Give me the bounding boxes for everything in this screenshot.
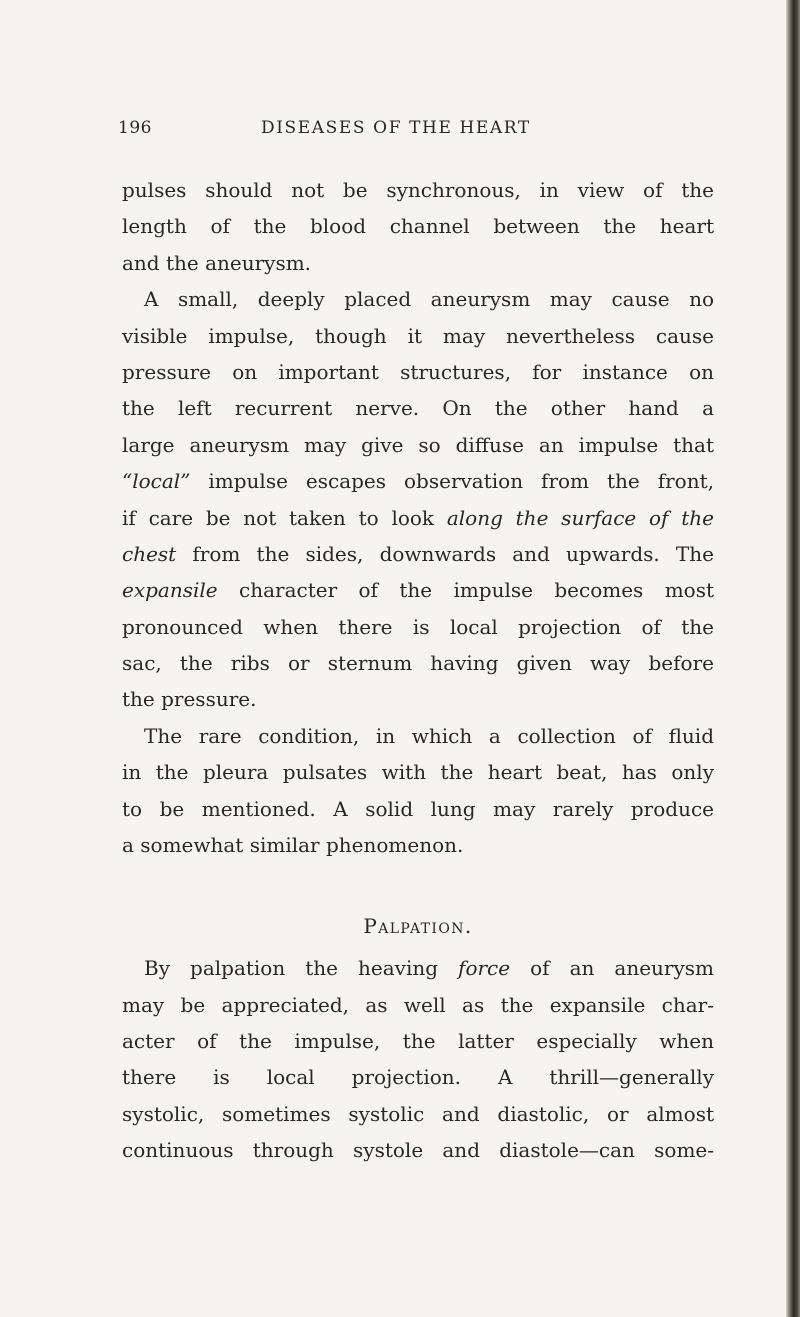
text-fragment: if care be not taken to look	[122, 505, 447, 530]
paragraph-1	[122, 172, 714, 281]
paragraph-4	[122, 950, 714, 1168]
text-line: pronounced when there is local projection of the	[122, 614, 714, 639]
text-line	[122, 500, 714, 536]
text-line: large aneurysm may give so diffuse an impulse that	[122, 432, 714, 457]
text-line: and the aneurysm.	[122, 250, 312, 275]
page-number: 196	[118, 118, 152, 138]
paragraph-2	[122, 281, 714, 718]
text-line: the left recurrent nerve. On the other hand a	[122, 396, 714, 421]
text-line: A small, deeply placed aneurysm may cause no	[144, 287, 714, 312]
text-line: pulses should not be synchronous, in view of the	[122, 178, 714, 202]
text-line: visible impulse, though it may nevertheless cause	[122, 323, 714, 348]
section-heading-text: Palpation.	[363, 913, 473, 938]
body-text	[122, 172, 714, 1169]
running-head: DISEASES OF THE HEART	[261, 118, 531, 138]
quoted-local: “local”	[122, 469, 191, 494]
text-line: the pressure.	[122, 687, 257, 712]
spacer	[122, 863, 714, 899]
text-fragment: impulse escapes observation from the front,	[190, 469, 714, 494]
text-line: continuous through systole and diastole—can some-	[122, 1138, 714, 1163]
section-heading	[122, 900, 714, 936]
text-line	[122, 572, 714, 608]
text-fragment: By palpation the heaving	[144, 956, 459, 981]
text-fragment: from the sides, downwards and upwards. The	[176, 541, 714, 566]
italic-phrase: force	[458, 956, 511, 981]
text-line: acter of the impulse, the latter especially when	[122, 1028, 714, 1053]
book-binding-edge	[786, 0, 800, 1317]
page-header	[118, 118, 718, 146]
text-line: a somewhat similar phenomenon.	[122, 833, 464, 858]
text-line: sac, the ribs or sternum having given way before	[122, 651, 714, 676]
italic-phrase: chest	[122, 541, 177, 566]
text-line: systolic, sometimes systolic and diastolic, or almost	[122, 1101, 714, 1126]
text-line: The rare condition, in which a collection of fluid	[144, 723, 714, 748]
italic-phrase: along the surface of the	[446, 505, 714, 530]
text-line	[122, 463, 714, 499]
text-line: may be appreciated, as well as the expansile char-	[122, 992, 714, 1017]
italic-phrase: expansile	[122, 578, 218, 603]
text-line	[122, 536, 714, 572]
text-line: pressure on important structures, for instance on	[122, 359, 714, 384]
text-line: in the pleura pulsates with the heart beat, has only	[122, 760, 714, 785]
text-fragment: of an aneurysm	[510, 956, 714, 981]
text-fragment: character of the impulse becomes most	[217, 578, 714, 603]
text-line: to be mentioned. A solid lung may rarely produce	[122, 796, 714, 821]
text-line: length of the blood channel between the heart	[122, 214, 714, 239]
text-line	[122, 950, 714, 986]
paragraph-3	[122, 718, 714, 864]
text-line: there is local projection. A thrill—generally	[122, 1065, 714, 1090]
